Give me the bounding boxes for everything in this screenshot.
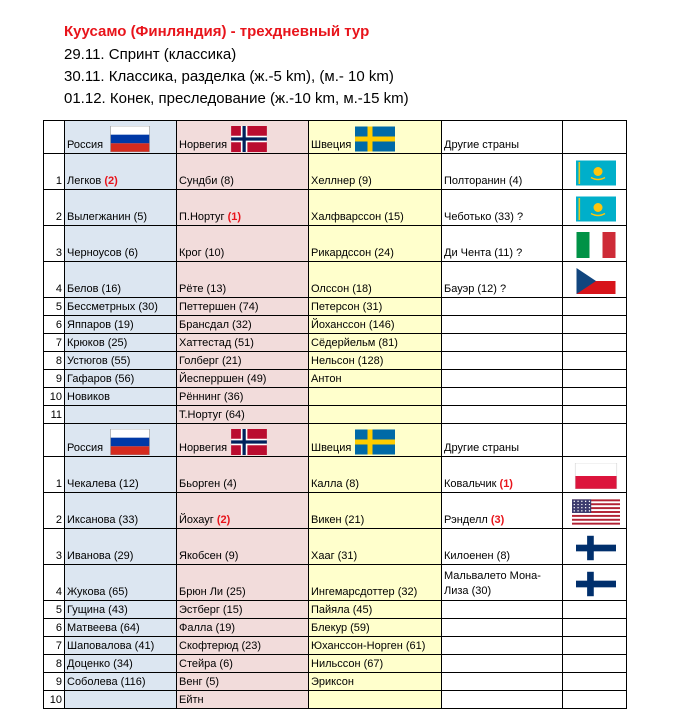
sweden-flag-icon [355, 126, 395, 152]
row-number: 1 [44, 154, 65, 190]
russia-athlete: Белов (16) [65, 262, 177, 298]
country-flag-cell [563, 637, 627, 655]
other-athlete [442, 619, 563, 637]
row-number: 5 [44, 601, 65, 619]
kazakhstan-flag-icon [576, 196, 616, 222]
norway-athlete: Ейтн [177, 691, 309, 709]
country-flag-cell [563, 619, 627, 637]
poland-flag-icon [573, 463, 619, 489]
table-row [44, 493, 627, 529]
other-athlete [442, 352, 563, 370]
russia-athlete: Иванова (29) [65, 529, 177, 565]
norway-athlete: Брансдал (32) [177, 316, 309, 334]
sweden-athlete: Пайяла (45) [309, 601, 442, 619]
country-flag-cell [563, 370, 627, 388]
table-row [44, 298, 627, 316]
usa-flag-icon [572, 499, 620, 525]
other-athlete: Чеботько (33) ? [442, 190, 563, 226]
other-athlete [442, 334, 563, 352]
sweden-athlete: Юханссон-Норген (61) [309, 637, 442, 655]
russia-athlete: Гафаров (56) [65, 370, 177, 388]
sweden-athlete: Нильссон (67) [309, 655, 442, 673]
norway-athlete: Хаттестад (51) [177, 334, 309, 352]
table-row [44, 619, 627, 637]
russia-flag-icon [107, 429, 153, 455]
table-row [44, 457, 627, 493]
header-sweden: Швеция [309, 424, 442, 457]
kazakhstan-flag-icon [576, 160, 616, 186]
sweden-athlete [309, 406, 442, 424]
country-flag-cell [563, 493, 627, 529]
sweden-athlete: Петерсон (31) [309, 298, 442, 316]
country-flag-cell [563, 388, 627, 406]
other-athlete: Ди Чента (11) ? [442, 226, 563, 262]
table-row [44, 529, 627, 565]
row-number: 8 [44, 352, 65, 370]
russia-athlete: Чекалева (12) [65, 457, 177, 493]
russia-athlete: Жукова (65) [65, 565, 177, 601]
sweden-athlete: Викен (21) [309, 493, 442, 529]
country-flag-cell [563, 226, 627, 262]
country-flag-cell [563, 601, 627, 619]
norway-athlete: Сундби (8) [177, 154, 309, 190]
row-number: 6 [44, 316, 65, 334]
sweden-athlete: Халфварссон (15) [309, 190, 442, 226]
norway-athlete: Брюн Ли (25) [177, 565, 309, 601]
row-number: 4 [44, 262, 65, 298]
header-sweden: Швеция [309, 121, 442, 154]
russia-athlete: Соболева (116) [65, 673, 177, 691]
header-other: Другие страны [442, 424, 563, 457]
sweden-athlete: Рикардссон (24) [309, 226, 442, 262]
russia-athlete: Новиков [65, 388, 177, 406]
russia-athlete: Бессметрных (30) [65, 298, 177, 316]
schedule-line-3: 01.12. Конек, преследование (ж.-10 km, м.-15 km) [64, 90, 409, 107]
finland-flag-icon [576, 535, 616, 561]
row-number: 11 [44, 406, 65, 424]
page-title: Куусамо (Финляндия) - трехдневный тур [64, 23, 370, 40]
norway-athlete: Якобсен (9) [177, 529, 309, 565]
row-number: 4 [44, 565, 65, 601]
norway-athlete: Фалла (19) [177, 619, 309, 637]
sweden-athlete: Антон [309, 370, 442, 388]
row-number: 9 [44, 673, 65, 691]
russia-athlete: Яппаров (19) [65, 316, 177, 334]
other-athlete: Бауэр (12) ? [442, 262, 563, 298]
other-athlete [442, 316, 563, 334]
italy-flag-icon [576, 232, 616, 258]
norway-athlete: Эстберг (15) [177, 601, 309, 619]
russia-athlete: Легков (2) [65, 154, 177, 190]
row-number: 10 [44, 691, 65, 709]
row-number: 7 [44, 334, 65, 352]
other-athlete: Рэнделл (3) [442, 493, 563, 529]
table-row [44, 352, 627, 370]
row-number: 2 [44, 493, 65, 529]
norway-athlete: Стейра (6) [177, 655, 309, 673]
schedule-line-1: 29.11. Спринт (классика) [64, 46, 237, 63]
header-russia: Россия [65, 121, 177, 154]
norway-athlete: Т.Нортуг (64) [177, 406, 309, 424]
row-number: 8 [44, 655, 65, 673]
country-flag-cell [563, 457, 627, 493]
other-athlete [442, 388, 563, 406]
other-athlete: Ковальчик (1) [442, 457, 563, 493]
country-flag-cell [563, 406, 627, 424]
other-athlete [442, 655, 563, 673]
table-row [44, 226, 627, 262]
sweden-flag-icon [355, 429, 395, 455]
row-number: 6 [44, 619, 65, 637]
other-athlete [442, 370, 563, 388]
sweden-athlete: Хааг (31) [309, 529, 442, 565]
sweden-athlete: Сёдерйельм (81) [309, 334, 442, 352]
sweden-athlete: Олссон (18) [309, 262, 442, 298]
norway-athlete: Рёте (13) [177, 262, 309, 298]
norway-athlete: Крог (10) [177, 226, 309, 262]
norway-athlete: Бьорген (4) [177, 457, 309, 493]
table-row [44, 637, 627, 655]
norway-flag-icon [231, 126, 267, 152]
other-athlete [442, 406, 563, 424]
sweden-athlete: Калла (8) [309, 457, 442, 493]
table-row [44, 655, 627, 673]
country-flag-cell [563, 334, 627, 352]
table-row [44, 370, 627, 388]
row-number: 1 [44, 457, 65, 493]
women-header-row [44, 424, 627, 457]
norway-athlete: Голберг (21) [177, 352, 309, 370]
other-athlete [442, 298, 563, 316]
country-flag-cell [563, 298, 627, 316]
row-number: 9 [44, 370, 65, 388]
table-row [44, 190, 627, 226]
header-other: Другие страны [442, 121, 563, 154]
table-row [44, 154, 627, 190]
row-number: 2 [44, 190, 65, 226]
russia-athlete: Иксанова (33) [65, 493, 177, 529]
sweden-athlete: Хеллнер (9) [309, 154, 442, 190]
other-athlete: Мальвалето Мона-Лиза (30) [442, 565, 563, 601]
other-athlete: Килоенен (8) [442, 529, 563, 565]
table-row [44, 601, 627, 619]
finland-flag-icon [576, 571, 616, 597]
table-row [44, 316, 627, 334]
norway-athlete: Венг (5) [177, 673, 309, 691]
row-number: 7 [44, 637, 65, 655]
russia-athlete: Крюков (25) [65, 334, 177, 352]
table-row [44, 673, 627, 691]
table-row [44, 262, 627, 298]
norway-athlete: Скофтерюд (23) [177, 637, 309, 655]
russia-athlete: Матвеева (64) [65, 619, 177, 637]
other-athlete [442, 601, 563, 619]
russia-athlete: Шаповалова (41) [65, 637, 177, 655]
country-flag-cell [563, 154, 627, 190]
header-norway: Норвегия [177, 121, 309, 154]
country-flag-cell [563, 673, 627, 691]
norway-athlete: Йесперршен (49) [177, 370, 309, 388]
team-table [43, 120, 627, 709]
row-number: 5 [44, 298, 65, 316]
sweden-athlete: Эриксон [309, 673, 442, 691]
schedule-line-2: 30.11. Классика, разделка (ж.-5 km), (м.- 10 km) [64, 68, 394, 85]
norway-athlete: Йохауг (2) [177, 493, 309, 529]
norway-athlete: Рённинг (36) [177, 388, 309, 406]
men-header-row [44, 121, 627, 154]
country-flag-cell [563, 352, 627, 370]
russia-flag-icon [107, 126, 153, 152]
norway-athlete: П.Нортуг (1) [177, 190, 309, 226]
sweden-athlete: Нельсон (128) [309, 352, 442, 370]
sweden-athlete: Ингемарсдоттер (32) [309, 565, 442, 601]
table-row [44, 565, 627, 601]
russia-athlete: Гущина (43) [65, 601, 177, 619]
header-norway: Норвегия [177, 424, 309, 457]
country-flag-cell [563, 565, 627, 601]
country-flag-cell [563, 529, 627, 565]
russia-athlete: Доценко (34) [65, 655, 177, 673]
other-athlete [442, 673, 563, 691]
sweden-athlete: Йоханссон (146) [309, 316, 442, 334]
table-row [44, 388, 627, 406]
russia-athlete [65, 406, 177, 424]
country-flag-cell [563, 262, 627, 298]
row-number: 3 [44, 226, 65, 262]
country-flag-cell [563, 190, 627, 226]
norway-flag-icon [231, 429, 267, 455]
table-row [44, 406, 627, 424]
sweden-athlete [309, 388, 442, 406]
norway-athlete: Петтершен (74) [177, 298, 309, 316]
sweden-athlete: Блекур (59) [309, 619, 442, 637]
table-row [44, 334, 627, 352]
russia-athlete: Вылегжанин (5) [65, 190, 177, 226]
country-flag-cell [563, 655, 627, 673]
row-number: 10 [44, 388, 65, 406]
other-athlete [442, 637, 563, 655]
russia-athlete: Черноусов (6) [65, 226, 177, 262]
row-number: 3 [44, 529, 65, 565]
header-russia: Россия [65, 424, 177, 457]
russia-athlete: Устюгов (55) [65, 352, 177, 370]
country-flag-cell [563, 316, 627, 334]
other-athlete: Полторанин (4) [442, 154, 563, 190]
czech-flag-icon [573, 268, 619, 294]
